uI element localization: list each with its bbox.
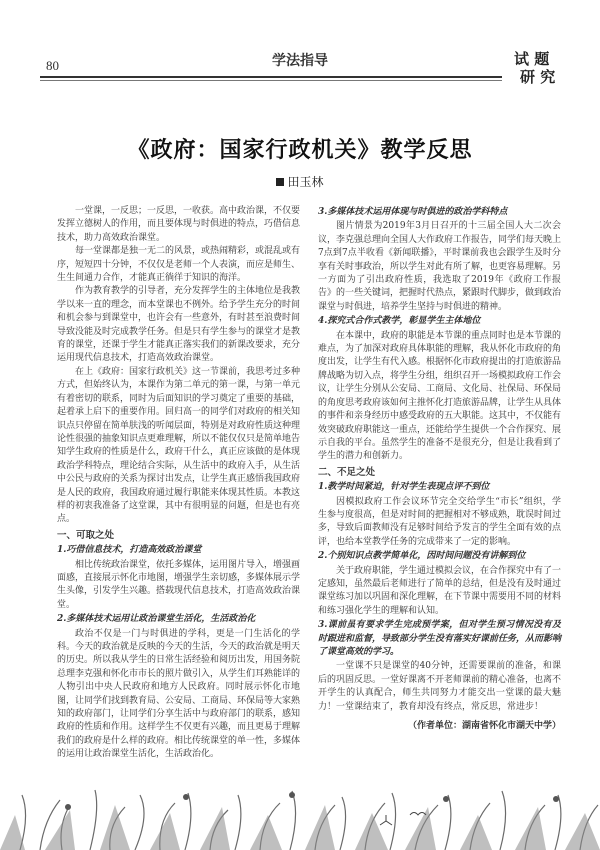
page-number: 80 bbox=[46, 58, 59, 73]
paragraph: 政治不仅是一门与时俱进的学科，更是一门生活化的学科。今天的政治就是反映的今天的生活，今天的政治就是明天的历史。所以我从学生的日常生活经验和阅历出发，用国务院总理李克强和怀化市市长的照片做引入，从学生们耳熟能详的人物引出中央人民政府和地方人民政府。同时展示怀化市地图，让同学们找到教育局、公安局、工商局、环保局等大家熟知的政府部门，让同学们分享生活中与政府部门的联系，感知政府的性质和作用。这样学生不仅更有兴趣，而且更易于理解我们的政府是什么样的政府。相比传统课堂的单一性，多媒体的运用让政治课堂生活化，生活政治化。 bbox=[57, 628, 301, 760]
paragraph: 一堂课，一反思；一反思，一收获。高中政治课，不仅要发挥立德树人的作用，而且要体现与时俱进的特点，巧借信息技术，助力高效政治课堂。 bbox=[57, 206, 301, 243]
paragraph: 相比传统政治课堂，依托多媒体，运用图片导入，增强画面感，直接展示怀化市地图，增强学生亲切感，多媒体展示学生头像，引发学生兴趣。搭载现代信息技术，打造高效政治课堂。 bbox=[57, 559, 301, 610]
paragraph: 作为教育教学的引导者，充分发挥学生的主体地位是我教学以来一直的理念，而本堂课也不例外。给予学生充分的时间和机会参与到课堂中，也许会有一些意外，有时甚至浪费时间导致没能及时完成教学任务。但是只有学生参与的课堂才是教育的课堂，还课于学生才能真正落实我们的新课改要求，充分运用现代信息技术，打造高效政治课堂。 bbox=[57, 286, 301, 364]
paragraph: 一堂课不只是课堂的40分钟，还需要课前的准备，和课后的巩固反思。一堂好课离不开老师课前的精心准备，也离不开学生的认真配合，师生共同努力才能交出一堂课的最大魅力！一堂课结束了，教育却没有终点，常反思，常进步！ bbox=[318, 661, 562, 712]
section-heading: 一、可取之处 bbox=[57, 529, 115, 541]
article-author bbox=[0, 173, 600, 190]
subsection-heading: 2.个别知识点教学简单化，因时间问题没有讲解到位 bbox=[318, 551, 526, 562]
left-column bbox=[57, 205, 300, 762]
column-label-line1: 试 题 bbox=[514, 50, 550, 68]
author-name: 田玉林 bbox=[287, 175, 324, 189]
paragraph: 在本课中，政府的职能是本节课的重点同时也是本节课的难点，为了加深对政府具体职能的理解，我从怀化市政府的角度出发，让学生有代入感。根据怀化市政府提出的打造旅游品牌战略为切入点，将学生分组，组织召开一场模拟政府工作会议，让学生分别从公安局、工商局、文化局、社保局、环保局的角度思考政府该如何主推怀化打造旅游品牌，让学生从具体的事件和亲身经历中感受政府的五大职能。这其中，不仅能有效突破政府职能这一重点，还能给学生提供一个合作探究、展示自我的平台。虽然学生的准备不是很充分，但是让我看到了学生的潜力和创新力。 bbox=[318, 330, 562, 462]
subsection-heading: 1.巧借信息技术，打造高效政治课堂 bbox=[57, 545, 202, 556]
column-label bbox=[514, 50, 564, 86]
subsection-heading: 3.多媒体技术运用体现与时俱进的政治学科特点 bbox=[318, 207, 508, 217]
paragraph: 在上《政府：国家行政机关》这一节课前，我思考过多种方式，但始终认为，本课作为第二单元的第一课，与第一单元有着密切的联系，同时为后面知识的学习奠定了重要的基础，起着承上启下的重要作用。回归高一的同学们对政府的相关知识点只停留在简单肤浅的听闻层面，特别是对政府性质这种理论性很强的抽象知识点更难理解，所以不能仅仅只是简单地告知学生政府的性质是什么，政府干什么，真正应该做的是体现政治学科特点，理论结合实际，从生活中的政府入手，从生活中公民与政府的关系为探讨出发点，让学生真正感悟我国政府是人民的政府，我国政府通过履行职能来体现其性质。本教这样的初衷我准备了这堂课，其中有很明显的问题，但是也有亮点。 bbox=[57, 366, 301, 525]
subsection-heading: 1.教学时间紧迫，针对学生表现点评不到位 bbox=[318, 482, 490, 493]
section-heading: 二、不足之处 bbox=[318, 466, 376, 478]
subsection-heading: 3.课前虽有要求学生完成预学案，但对学生预习情况没有及时跟进和监督，导致部分学生没有落实好课前任务，从而影响了课堂高效的学习。 bbox=[318, 620, 562, 657]
paragraph: 关于政府职能，学生通过模拟会议，在合作探究中有了一定感知，虽然最后老师进行了简单的总结，但是没有及时通过课堂练习加以巩固和深化理解，在下节课中需要用不同的材料和练习强化学生的理解和认知。 bbox=[318, 565, 562, 616]
column-label-line2: 研 究 bbox=[520, 68, 556, 86]
article-title: 《政府：国家行政机关》教学反思 bbox=[127, 138, 473, 163]
paragraph: 每一堂课都是独一无二的风景，或热闹精彩，或混乱或有序，短短四十分钟，不仅仅是老师一个人表演，而应是师生、生生间通力合作，才能真正徜徉于知识的海洋。 bbox=[57, 246, 301, 284]
paragraph: 因模拟政府工作会议环节完全交给学生“市长”组织，学生参与度很高，但是对时间的把握相对不够成熟，耽误时间过多，导致后面教师没有足够时间给予发言的学生全面有效的点评，也给本堂教学任务的完成带来了一定的影响。 bbox=[318, 496, 562, 547]
author-square-icon bbox=[276, 178, 284, 186]
subsection-heading: 4.探究式合作式教学，彰显学生主体地位 bbox=[318, 316, 481, 327]
header-rule bbox=[40, 76, 502, 78]
footer-decoration bbox=[0, 755, 600, 850]
right-column bbox=[318, 205, 561, 733]
grass-illustration bbox=[0, 755, 600, 850]
author-affiliation: （作者单位：湖南省怀化市湖天中学） bbox=[407, 721, 561, 732]
page-header bbox=[0, 0, 600, 95]
subsection-heading: 2.多媒体技术运用让政治课堂生活化，生活政治化 bbox=[57, 614, 256, 625]
header-rule-thin bbox=[40, 80, 502, 81]
paragraph: 图片情景为2019年3月日召开的十三届全国人大二次会议，李克强总理向全国人大作政府工作报告，同学们每天晚上7点到7点半收看《新闻联播》，平时课前我也会跟学生及时分享有关时事政治，所以学生对此有所了解，也更容易理解。另一方面为了引出政府性质，我选取了2019年《政府工作报告》的一些关键词，把握时代热点，紧跟时代脚步，做到政治课堂与时俱进，培养学生坚持与时俱进的精神。 bbox=[318, 221, 562, 312]
section-label: 学法指导 bbox=[272, 53, 328, 69]
